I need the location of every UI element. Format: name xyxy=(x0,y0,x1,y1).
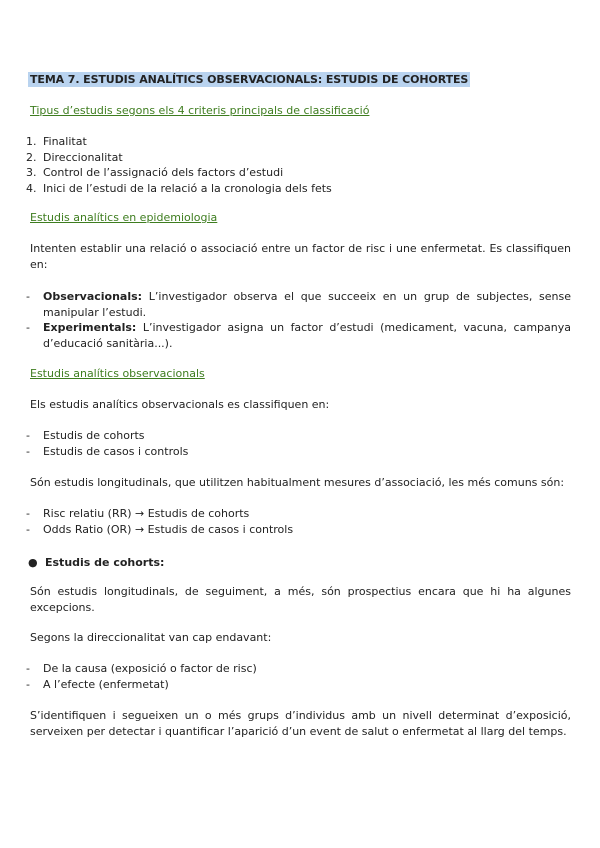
term-label: Observacionals: xyxy=(43,290,143,303)
list-item xyxy=(26,661,571,677)
list-text: A l’efecte (enfermetat) xyxy=(43,677,169,691)
cohorts-heading-text: Estudis de cohorts: xyxy=(45,556,165,569)
section-heading-epidemiology: Estudis analítics en epidemiologia xyxy=(30,211,218,224)
list-dash: - xyxy=(26,522,30,536)
section-heading-types: Tipus d’estudis segons els 4 criteris principals de classificació xyxy=(30,104,370,117)
paragraph: Els estudis analítics observacionals es classifiquen en: xyxy=(30,398,330,411)
list-text: Direccionalitat xyxy=(43,150,123,164)
list-item xyxy=(26,428,571,444)
list-text: Control de l’assignació dels factors d’estudi xyxy=(43,166,284,179)
list-text: Finalitat xyxy=(43,135,87,148)
criteria-list xyxy=(26,134,332,196)
paragraph: S’identifiquen i segueixen un o més grups d’individus amb un nivell determinat d’exposició, serveixen per detectar i quantificar l’aparició d’un event de salut o enfermetat al llarg del temps. xyxy=(30,709,571,738)
list-item xyxy=(26,522,571,538)
study-type-list xyxy=(26,289,571,351)
list-dash: - xyxy=(26,507,30,520)
direction-list xyxy=(26,661,571,692)
list-text: Risc relatiu (RR) → Estudis de cohorts xyxy=(43,507,250,520)
term-description: L’investigador asigna un factor d’estudi (medicament, vacuna, campanya d’educació sanitària...). xyxy=(43,321,571,350)
term-description: L’investigador observa el que succeeix en un grup de subjectes, sense manipular l’estudi. xyxy=(43,290,571,319)
paragraph: Són estudis longitudinals, que utilitzen habitualment mesures d’associació, les més comuns són: xyxy=(30,476,565,489)
section-heading-observational: Estudis analítics observacionals xyxy=(30,367,205,380)
list-number: 4. xyxy=(26,181,37,195)
list-item xyxy=(26,506,571,522)
list-number: 1. xyxy=(26,135,37,148)
list-dash: - xyxy=(26,662,30,675)
list-dash: - xyxy=(26,429,30,442)
list-item xyxy=(26,444,571,460)
list-text: Inici de l’estudi de la relació a la cronologia dels fets xyxy=(43,181,332,195)
paragraph: Segons la direccionalitat van cap endavant: xyxy=(30,631,272,644)
list-number: 2. xyxy=(26,150,37,164)
term-label: Experimentals: xyxy=(43,321,137,334)
list-text xyxy=(43,289,571,320)
list-dash: - xyxy=(26,677,30,691)
paragraph: Són estudis longitudinals, de seguiment, a més, són prospectius encara que hi ha algunes excepcions. xyxy=(30,585,571,614)
list-item xyxy=(26,181,332,197)
list-text xyxy=(43,320,571,351)
bullet-icon: ● xyxy=(28,556,38,569)
list-item xyxy=(26,320,571,351)
list-item xyxy=(26,677,571,693)
list-text: Odds Ratio (OR) → Estudis de casos i controls xyxy=(43,522,294,536)
list-number: 3. xyxy=(26,166,37,179)
document-title: TEMA 7. ESTUDIS ANALÍTICS OBSERVACIONALS: ESTUDIS DE COHORTES xyxy=(30,73,469,86)
observational-types-list xyxy=(26,428,571,459)
paragraph: Intenten establir una relació o associació entre un factor de risc i une enfermetat. Es classifiquen en: xyxy=(30,242,571,271)
list-text: Estudis de casos i controls xyxy=(43,444,189,458)
list-item xyxy=(26,289,571,320)
list-text: De la causa (exposició o factor de risc) xyxy=(43,662,257,675)
cohorts-heading xyxy=(28,556,164,569)
measures-list xyxy=(26,506,571,537)
list-dash: - xyxy=(26,290,30,303)
list-dash: - xyxy=(26,444,30,458)
list-item xyxy=(26,134,332,150)
list-item xyxy=(26,150,332,166)
list-item xyxy=(26,165,332,181)
list-dash: - xyxy=(26,321,30,334)
list-text: Estudis de cohorts xyxy=(43,429,145,442)
